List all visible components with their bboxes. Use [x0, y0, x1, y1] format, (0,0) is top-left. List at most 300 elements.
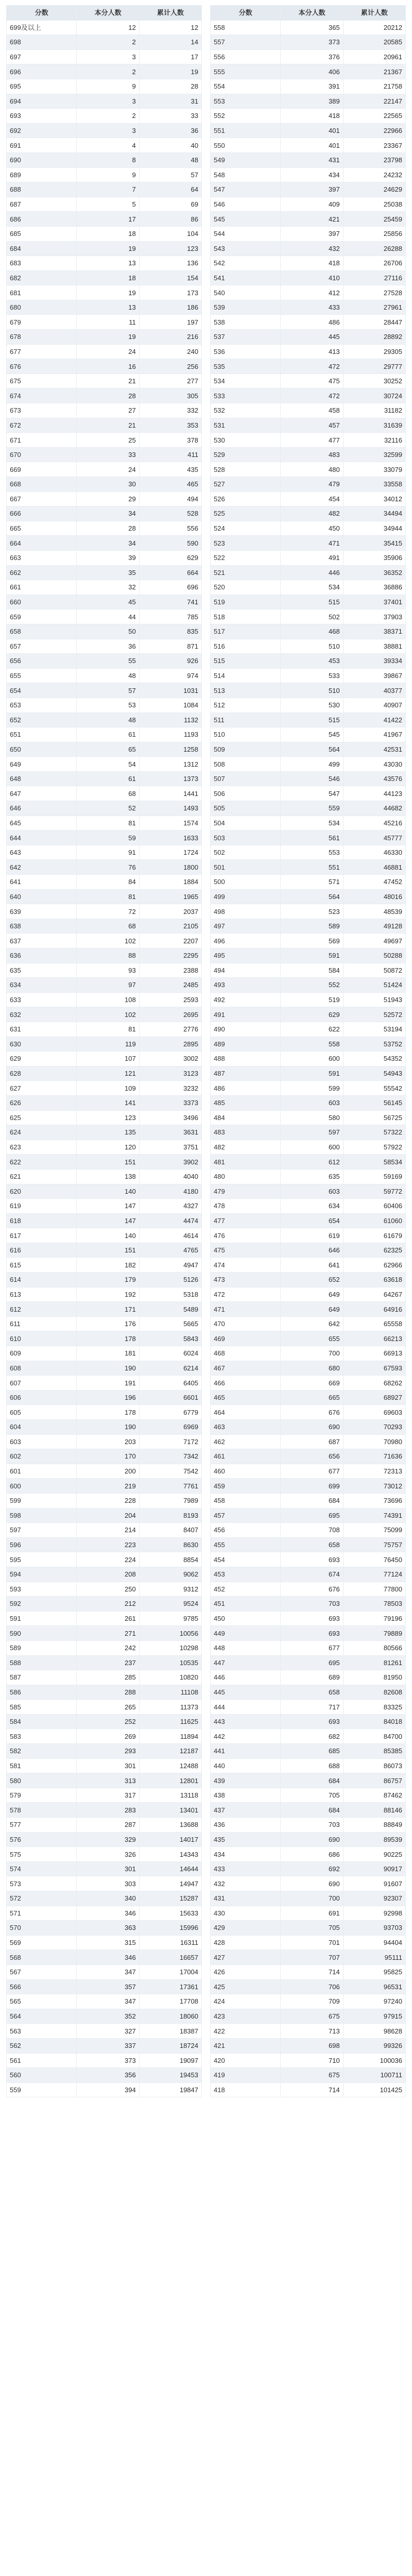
- cell-score: 422: [211, 2024, 281, 2039]
- cell-score: 691: [7, 138, 77, 153]
- cell-score: 509: [211, 742, 281, 757]
- table-row: [211, 639, 406, 654]
- cell-count: 138: [77, 1169, 139, 1184]
- table-row: [211, 1582, 406, 1597]
- cell-cumulative: 77800: [343, 1582, 405, 1597]
- cell-count: 706: [281, 1979, 343, 1994]
- cell-cumulative: 2776: [139, 1022, 201, 1037]
- cell-cumulative: 37401: [343, 595, 405, 609]
- table-row: [7, 1611, 202, 1626]
- cell-cumulative: 32116: [343, 433, 405, 448]
- cell-score: 521: [211, 565, 281, 580]
- cell-score: 543: [211, 241, 281, 256]
- table-row: [211, 1184, 406, 1199]
- cell-score: 535: [211, 359, 281, 374]
- cell-cumulative: 785: [139, 609, 201, 624]
- cell-cumulative: 6214: [139, 1361, 201, 1376]
- cell-score: 545: [211, 212, 281, 227]
- table-row: [7, 477, 202, 492]
- cell-count: 81: [77, 816, 139, 831]
- cell-score: 611: [7, 1316, 77, 1331]
- cell-cumulative: 14644: [139, 1861, 201, 1876]
- table-row: [211, 1449, 406, 1464]
- cell-count: 677: [281, 1640, 343, 1655]
- table-row: [7, 1979, 202, 1994]
- cell-count: 418: [281, 256, 343, 271]
- table-row: [211, 109, 406, 124]
- cell-cumulative: 96531: [343, 1979, 405, 1994]
- table-row: [211, 845, 406, 860]
- cell-count: 151: [77, 1243, 139, 1258]
- cell-cumulative: 12488: [139, 1758, 201, 1773]
- cell-score: 598: [7, 1508, 77, 1523]
- table-row: [211, 433, 406, 448]
- table-row: [7, 1184, 202, 1199]
- cell-score: 680: [7, 300, 77, 315]
- cell-score: 530: [211, 433, 281, 448]
- cell-count: 600: [281, 1052, 343, 1066]
- cell-count: 352: [77, 2009, 139, 2024]
- cell-score: 506: [211, 786, 281, 801]
- cell-cumulative: 100711: [343, 2068, 405, 2083]
- cell-count: 327: [77, 2024, 139, 2039]
- cell-count: 45: [77, 595, 139, 609]
- cell-score: 471: [211, 1302, 281, 1317]
- header-row: [211, 6, 406, 21]
- cell-cumulative: 31639: [343, 418, 405, 433]
- cell-cumulative: 1031: [139, 683, 201, 698]
- cell-score: 433: [211, 1861, 281, 1876]
- table-row: [7, 624, 202, 639]
- cell-score: 647: [7, 786, 77, 801]
- cell-score: 679: [7, 315, 77, 330]
- cell-score: 627: [7, 1081, 77, 1096]
- cell-cumulative: 3373: [139, 1095, 201, 1110]
- cell-count: 418: [281, 109, 343, 124]
- cell-cumulative: 34012: [343, 492, 405, 506]
- cell-cumulative: 43030: [343, 757, 405, 772]
- cell-score: 657: [7, 639, 77, 654]
- cell-count: 472: [281, 388, 343, 403]
- cell-count: 12: [77, 20, 139, 35]
- cell-score: 590: [7, 1626, 77, 1641]
- table-row: [211, 256, 406, 271]
- cell-count: 475: [281, 374, 343, 388]
- cell-score: 538: [211, 315, 281, 330]
- cell-score: 488: [211, 1052, 281, 1066]
- cell-count: 523: [281, 904, 343, 919]
- table-row: [7, 2053, 202, 2068]
- cell-cumulative: 67593: [343, 1361, 405, 1376]
- cell-count: 584: [281, 963, 343, 978]
- cell-score: 576: [7, 1832, 77, 1847]
- table-row: [7, 1479, 202, 1494]
- header-row: [7, 6, 202, 21]
- cell-count: 190: [77, 1420, 139, 1435]
- cell-cumulative: 741: [139, 595, 201, 609]
- cell-score: 591: [7, 1611, 77, 1626]
- cell-score: 515: [211, 654, 281, 669]
- cell-cumulative: 36: [139, 123, 201, 138]
- cell-count: 691: [281, 1906, 343, 1921]
- cell-count: 454: [281, 492, 343, 506]
- table-row: [211, 934, 406, 948]
- table-row: [211, 1140, 406, 1155]
- cell-score: 614: [7, 1273, 77, 1287]
- table-row: [211, 64, 406, 79]
- table-row: [211, 1773, 406, 1788]
- cell-score: 418: [211, 2082, 281, 2097]
- table-row: [211, 270, 406, 285]
- cell-score: 559: [7, 2082, 77, 2097]
- cell-count: 3: [77, 49, 139, 64]
- cell-count: 703: [281, 1597, 343, 1612]
- cell-cumulative: 51424: [343, 978, 405, 993]
- cell-score: 596: [7, 1537, 77, 1552]
- table-row: [7, 1316, 202, 1331]
- cell-count: 561: [281, 831, 343, 845]
- cell-cumulative: 84018: [343, 1714, 405, 1729]
- cell-score: 495: [211, 948, 281, 963]
- table-row: [7, 1243, 202, 1258]
- cell-count: 242: [77, 1640, 139, 1655]
- cell-score: 434: [211, 1847, 281, 1862]
- cell-count: 693: [281, 1626, 343, 1641]
- cell-score: 445: [211, 1685, 281, 1700]
- cell-count: 701: [281, 1935, 343, 1950]
- cell-cumulative: 13688: [139, 1818, 201, 1833]
- table-row: [211, 757, 406, 772]
- table-row: [7, 2009, 202, 2024]
- table-row: [211, 1921, 406, 1936]
- table-row: [211, 742, 406, 757]
- cell-score: 605: [7, 1405, 77, 1420]
- cell-score: 442: [211, 1729, 281, 1744]
- table-row: [7, 2068, 202, 2083]
- cell-cumulative: 41967: [343, 727, 405, 742]
- table-row: [211, 167, 406, 182]
- cell-score: 578: [7, 1803, 77, 1818]
- cell-score: 692: [7, 123, 77, 138]
- cell-cumulative: 66213: [343, 1331, 405, 1346]
- cell-score: 491: [211, 1007, 281, 1022]
- cell-count: 600: [281, 1140, 343, 1155]
- table-row: [211, 1847, 406, 1862]
- cell-count: 700: [281, 1891, 343, 1906]
- cell-count: 491: [281, 550, 343, 565]
- cell-score: 694: [7, 94, 77, 109]
- cell-score: 617: [7, 1228, 77, 1243]
- cell-cumulative: 99326: [343, 2038, 405, 2053]
- table-row: [7, 212, 202, 227]
- cell-cumulative: 59772: [343, 1184, 405, 1199]
- cell-score: 568: [7, 1950, 77, 1965]
- cell-cumulative: 4947: [139, 1258, 201, 1273]
- cell-score: 425: [211, 1979, 281, 1994]
- cell-count: 29: [77, 492, 139, 506]
- cell-score: 599: [7, 1493, 77, 1508]
- table-row: [7, 698, 202, 713]
- cell-count: 107: [77, 1052, 139, 1066]
- cell-count: 18: [77, 226, 139, 241]
- cell-count: 656: [281, 1449, 343, 1464]
- cell-score: 650: [7, 742, 77, 757]
- cell-score: 455: [211, 1537, 281, 1552]
- cell-count: 665: [281, 1390, 343, 1405]
- cell-cumulative: 9312: [139, 1582, 201, 1597]
- table-row: [7, 49, 202, 64]
- table-row: [7, 550, 202, 565]
- cell-count: 675: [281, 2068, 343, 2083]
- table-row: [211, 683, 406, 698]
- cell-cumulative: 27528: [343, 285, 405, 300]
- cell-cumulative: 1574: [139, 816, 201, 831]
- cell-cumulative: 22147: [343, 94, 405, 109]
- cell-cumulative: 14947: [139, 1876, 201, 1891]
- cell-count: 705: [281, 1921, 343, 1936]
- table-row: [7, 1052, 202, 1066]
- table-row: [211, 1331, 406, 1346]
- table-row: [211, 1655, 406, 1670]
- cell-cumulative: 47452: [343, 875, 405, 890]
- cell-score: 499: [211, 889, 281, 904]
- cell-count: 458: [281, 403, 343, 418]
- cell-count: 545: [281, 727, 343, 742]
- cell-cumulative: 81261: [343, 1655, 405, 1670]
- cell-count: 34: [77, 506, 139, 521]
- cell-cumulative: 3751: [139, 1140, 201, 1155]
- cell-cumulative: 5489: [139, 1302, 201, 1317]
- cell-score: 609: [7, 1346, 77, 1361]
- cell-score: 540: [211, 285, 281, 300]
- cell-score: 566: [7, 1979, 77, 1994]
- cell-score: 517: [211, 624, 281, 639]
- table-row: [211, 1376, 406, 1391]
- cell-cumulative: 63618: [343, 1273, 405, 1287]
- cell-score: 567: [7, 1964, 77, 1979]
- cell-count: 409: [281, 197, 343, 212]
- cell-cumulative: 1884: [139, 875, 201, 890]
- cell-score: 533: [211, 388, 281, 403]
- table-row: [7, 256, 202, 271]
- cell-cumulative: 305: [139, 388, 201, 403]
- cell-score: 534: [211, 374, 281, 388]
- cell-score: 581: [7, 1758, 77, 1773]
- cell-score: 463: [211, 1420, 281, 1435]
- cell-count: 28: [77, 388, 139, 403]
- cell-count: 93: [77, 963, 139, 978]
- table-row: [7, 285, 202, 300]
- table-row: [211, 241, 406, 256]
- table-row: [211, 1405, 406, 1420]
- cell-count: 2: [77, 109, 139, 124]
- cell-score: 597: [7, 1523, 77, 1538]
- cell-count: 510: [281, 639, 343, 654]
- cell-score: 551: [211, 123, 281, 138]
- cell-count: 196: [77, 1390, 139, 1405]
- table-row: [7, 1964, 202, 1979]
- cell-cumulative: 28447: [343, 315, 405, 330]
- cell-cumulative: 86: [139, 212, 201, 227]
- table-row: [7, 1169, 202, 1184]
- cell-count: 287: [77, 1818, 139, 1833]
- cell-count: 120: [77, 1140, 139, 1155]
- cell-cumulative: 528: [139, 506, 201, 521]
- cell-cumulative: 54943: [343, 1066, 405, 1081]
- table-row: [211, 330, 406, 345]
- cell-cumulative: 77124: [343, 1567, 405, 1582]
- cell-count: 147: [77, 1199, 139, 1214]
- cell-score: 451: [211, 1597, 281, 1612]
- table-row: [7, 1346, 202, 1361]
- cell-cumulative: 40907: [343, 698, 405, 713]
- table-row: [7, 359, 202, 374]
- table-row: [7, 20, 202, 35]
- cell-cumulative: 43576: [343, 771, 405, 786]
- cell-score: 461: [211, 1449, 281, 1464]
- cell-score: 658: [7, 624, 77, 639]
- table-row: [7, 1213, 202, 1228]
- cell-cumulative: 44123: [343, 786, 405, 801]
- cell-cumulative: 79196: [343, 1611, 405, 1626]
- cell-score: 652: [7, 713, 77, 727]
- table-row: [211, 506, 406, 521]
- cell-score: 615: [7, 1258, 77, 1273]
- cell-count: 50: [77, 624, 139, 639]
- cell-score: 670: [7, 447, 77, 462]
- cell-count: 434: [281, 167, 343, 182]
- cell-cumulative: 15287: [139, 1891, 201, 1906]
- cell-cumulative: 5126: [139, 1273, 201, 1287]
- cell-score: 423: [211, 2009, 281, 2024]
- cell-cumulative: 90225: [343, 1847, 405, 1862]
- header-score: 分数: [211, 6, 281, 21]
- cell-count: 713: [281, 2024, 343, 2039]
- table-row: [211, 948, 406, 963]
- cell-count: 269: [77, 1729, 139, 1744]
- table-row: [7, 1287, 202, 1302]
- table-row: [7, 1390, 202, 1405]
- cell-cumulative: 2295: [139, 948, 201, 963]
- table-row: [211, 2053, 406, 2068]
- cell-cumulative: 37903: [343, 609, 405, 624]
- cell-cumulative: 45216: [343, 816, 405, 831]
- cell-cumulative: 41422: [343, 713, 405, 727]
- cell-count: 3: [77, 123, 139, 138]
- cell-score: 562: [7, 2038, 77, 2053]
- cell-count: 421: [281, 212, 343, 227]
- table-row: [7, 1420, 202, 1435]
- cell-count: 108: [77, 992, 139, 1007]
- cell-count: 7: [77, 182, 139, 197]
- cell-cumulative: 6779: [139, 1405, 201, 1420]
- cell-count: 212: [77, 1597, 139, 1612]
- cell-cumulative: 1724: [139, 845, 201, 860]
- table-row: [211, 1493, 406, 1508]
- cell-score: 635: [7, 963, 77, 978]
- table-row: [211, 212, 406, 227]
- table-row: [211, 1714, 406, 1729]
- cell-score: 497: [211, 919, 281, 934]
- cell-count: 564: [281, 742, 343, 757]
- table-row: [7, 1361, 202, 1376]
- cell-cumulative: 435: [139, 462, 201, 477]
- cell-score: 593: [7, 1582, 77, 1597]
- cell-count: 477: [281, 433, 343, 448]
- cell-score: 427: [211, 1950, 281, 1965]
- cell-cumulative: 50288: [343, 948, 405, 963]
- cell-count: 16: [77, 359, 139, 374]
- cell-cumulative: 12801: [139, 1773, 201, 1788]
- cell-cumulative: 97240: [343, 1994, 405, 2009]
- cell-cumulative: 60406: [343, 1199, 405, 1214]
- cell-score: 419: [211, 2068, 281, 2083]
- table-row: [211, 978, 406, 993]
- cell-count: 346: [77, 1950, 139, 1965]
- cell-cumulative: 1193: [139, 727, 201, 742]
- table-row: [211, 182, 406, 197]
- cell-cumulative: 68927: [343, 1390, 405, 1405]
- cell-cumulative: 2105: [139, 919, 201, 934]
- cell-count: 4: [77, 138, 139, 153]
- cell-cumulative: 494: [139, 492, 201, 506]
- cell-score: 642: [7, 860, 77, 875]
- cell-cumulative: 1633: [139, 831, 201, 845]
- cell-count: 685: [281, 1744, 343, 1759]
- cell-cumulative: 11894: [139, 1729, 201, 1744]
- table-row: [7, 1523, 202, 1538]
- cell-count: 401: [281, 123, 343, 138]
- cell-cumulative: 1493: [139, 801, 201, 816]
- cell-count: 658: [281, 1685, 343, 1700]
- cell-count: 406: [281, 64, 343, 79]
- table-row: [211, 904, 406, 919]
- cell-count: 65: [77, 742, 139, 757]
- cell-count: 313: [77, 1773, 139, 1788]
- cell-score: 601: [7, 1464, 77, 1479]
- cell-count: 376: [281, 49, 343, 64]
- table-row: [7, 713, 202, 727]
- table-row: [7, 1670, 202, 1685]
- cell-count: 687: [281, 1434, 343, 1449]
- cell-count: 3: [77, 94, 139, 109]
- table-row: [7, 403, 202, 418]
- table-row: [211, 1979, 406, 1994]
- cell-cumulative: 23798: [343, 152, 405, 167]
- cell-score: 683: [7, 256, 77, 271]
- cell-cumulative: 98628: [343, 2024, 405, 2039]
- cell-count: 559: [281, 801, 343, 816]
- cell-count: 510: [281, 683, 343, 698]
- cell-cumulative: 39334: [343, 654, 405, 669]
- cell-count: 326: [77, 1847, 139, 1862]
- cell-count: 634: [281, 1199, 343, 1214]
- cell-cumulative: 70293: [343, 1420, 405, 1435]
- cell-cumulative: 6024: [139, 1346, 201, 1361]
- cell-count: 13: [77, 300, 139, 315]
- table-row: [211, 1007, 406, 1022]
- cell-count: 28: [77, 521, 139, 536]
- cell-cumulative: 12: [139, 20, 201, 35]
- cell-score: 557: [211, 35, 281, 50]
- cell-cumulative: 15996: [139, 1921, 201, 1936]
- cell-cumulative: 3631: [139, 1125, 201, 1140]
- cell-cumulative: 100036: [343, 2053, 405, 2068]
- table-row: [7, 992, 202, 1007]
- cell-score: 466: [211, 1376, 281, 1391]
- cell-cumulative: 35415: [343, 536, 405, 551]
- cell-score: 435: [211, 1832, 281, 1847]
